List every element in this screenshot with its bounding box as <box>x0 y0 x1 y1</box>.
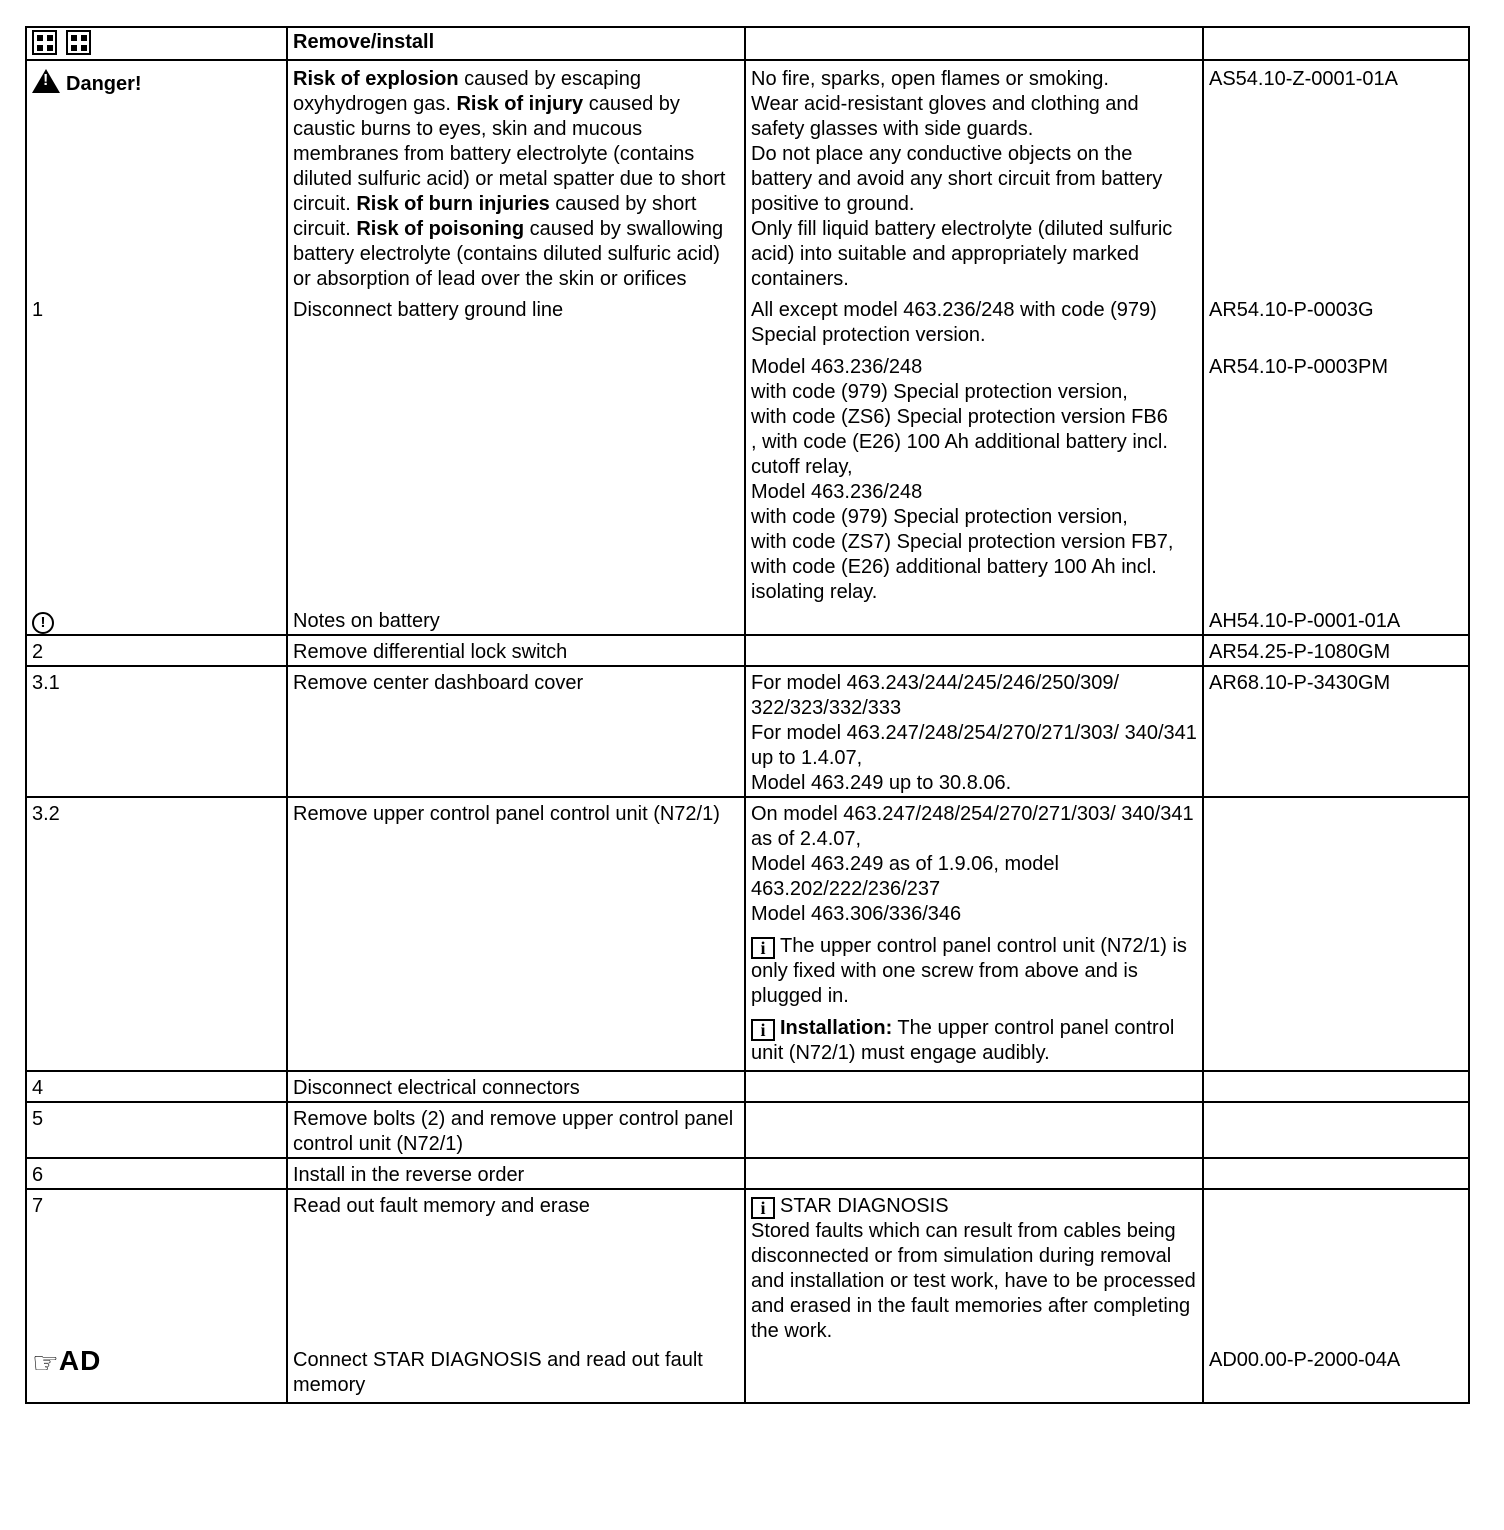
procedure-table <box>25 26 1470 1404</box>
install-icon <box>66 30 91 55</box>
step-5-row: 5 Remove bolts (2) and remove upper control panel control unit (N72/1) <box>26 1102 1469 1158</box>
step-3-1-row: 3.1 Remove center dashboard cover For model 463.243/244/245/246/250/309/ 322/323/332/333 For model 463.247/248/254/270/271/303/ 340/341 up to 1.4.07, Model 463.249 up to 30.8.06. AR68.10-P-3430GM <box>26 666 1469 797</box>
danger-row <box>26 60 1469 292</box>
remove-icon <box>32 30 57 55</box>
info-icon: i <box>751 1019 775 1041</box>
step-7-row: 7 Read out fault memory and erase i STAR DIAGNOSIS Stored faults which can result from cables being disconnected or from simulation during removal and installation or test work, have to be processed and erased in the fault memories after completing the work. <box>26 1189 1469 1344</box>
star-diagnosis-row: ☞AD Connect STAR DIAGNOSIS and read out fault memory AD00.00-P-2000-04A <box>26 1344 1469 1403</box>
battery-notes-row: ! Notes on battery AH54.10-P-0001-01A <box>26 605 1469 635</box>
step-4-row: 4 Disconnect electrical connectors <box>26 1071 1469 1102</box>
pointing-hand-icon: ☞ <box>32 1347 59 1380</box>
danger-ref: AS54.10-Z-0001-01A <box>1203 60 1469 292</box>
step-6-row: 6 Install in the reverse order <box>26 1158 1469 1189</box>
step-3-2-row: 3.2 Remove upper control panel control unit (N72/1) On model 463.247/248/254/270/271/303/ 340/341 as of 2.4.07, Model 463.249 as of 1.9.06, model 463.202/222/236/237 Model 463.306/336/346 i The upper control panel control unit (N72/1) is only fixed with one screw from above and is plugged in. i Installation: The upper control panel control unit (N72/1) must engage audibly. <box>26 797 1469 1071</box>
danger-risks: Risk of explosion caused by escaping oxyhydrogen gas. Risk of injury caused by caustic burns to eyes, skin and mucous membranes from battery electrolyte (contains diluted sulfuric acid) or metal spatter due to short circuit. Risk of burn injuries caused by short circuit. Risk of poisoning caused by swallowing battery electrolyte (contains diluted sulfuric acid) or absorption of lead over the skin or orifices <box>287 60 745 292</box>
danger-measures: No fire, sparks, open flames or smoking. Wear acid-resistant gloves and clothing and safety glasses with side guards. Do not place any conductive objects on the battery and avoid any short circuit from battery positive to ground. Only fill liquid battery electrolyte (diluted sulfuric acid) into suitable and appropriately marked containers. <box>745 60 1203 292</box>
header-title: Remove/install <box>287 27 745 60</box>
danger-label: Danger! <box>66 73 142 95</box>
step-2-row: 2 Remove differential lock switch AR54.25-P-1080GM <box>26 635 1469 666</box>
warning-triangle-icon <box>32 69 60 93</box>
step-1-row: 1 Disconnect battery ground line All except model 463.236/248 with code (979) Special protection version. Model 463.236/248 with code (979) Special protection version, with code (ZS6) Special protection version FB6 , with code (E26) 100 Ah additional battery incl. cutoff relay, Model 463.236/248 with code (979) Special protection version, with code (ZS7) Special protection version FB7, with code (E26) additional battery 100 Ah incl. isolating relay. AR54.10-P-0003G AR54.10-P-0003PM <box>26 292 1469 605</box>
header-row <box>26 27 1469 60</box>
info-icon: i <box>751 1197 775 1219</box>
header-icons <box>26 27 287 60</box>
note-icon: ! <box>32 612 54 634</box>
info-icon: i <box>751 937 775 959</box>
